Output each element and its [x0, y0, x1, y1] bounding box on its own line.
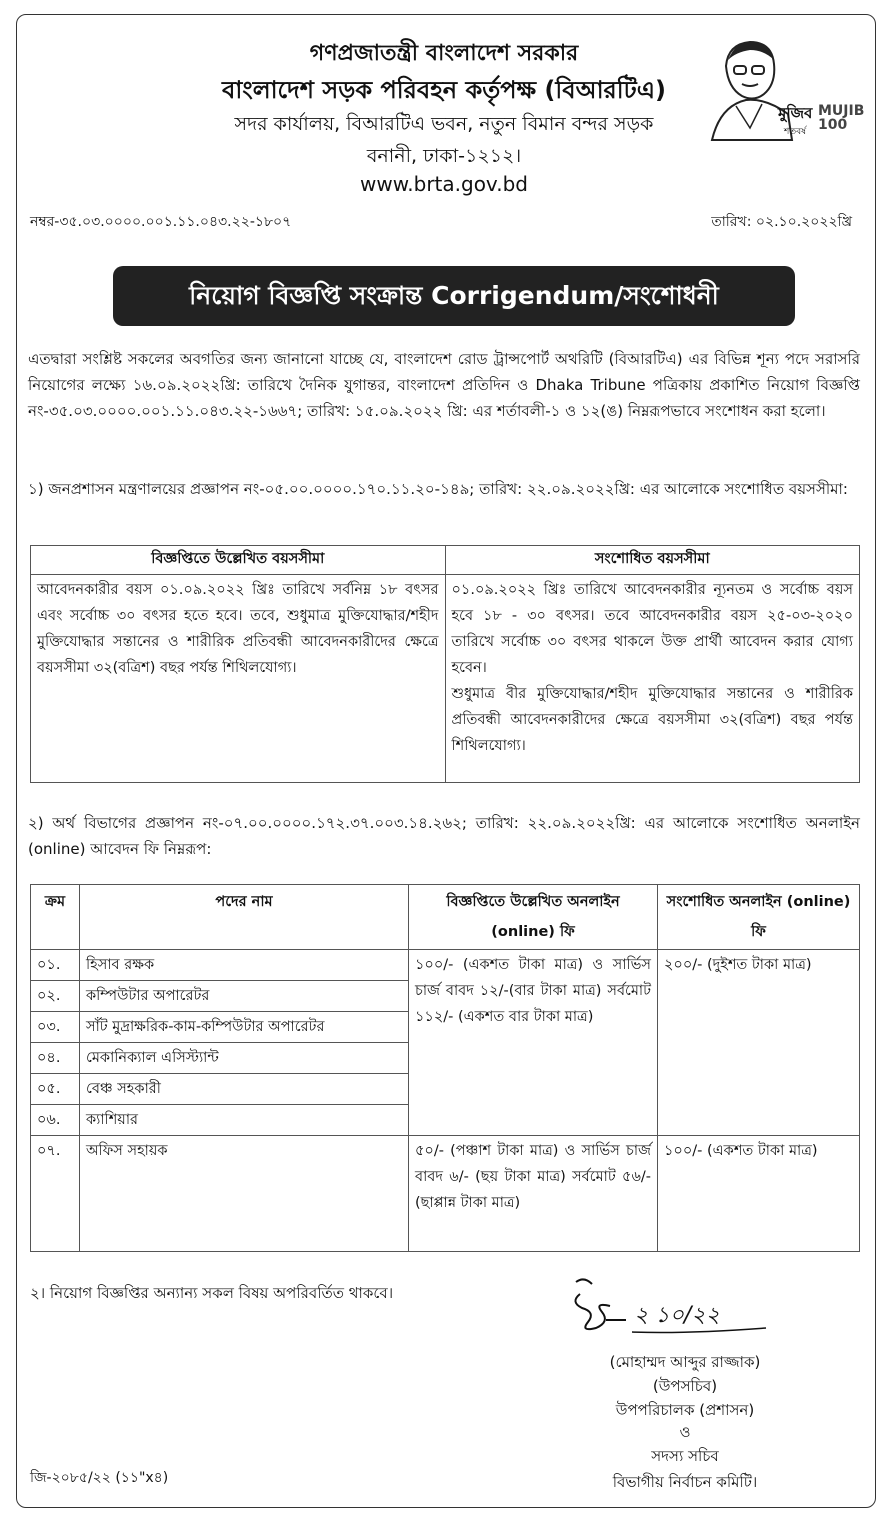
fee-sl-7: ০৭.	[31, 1136, 80, 1252]
fee-col-old: বিজ্ঞপ্তিতে উল্লেখিত অনলাইন (online) ফি	[409, 885, 658, 950]
age-new-text-2: শুধুমাত্র বীর মুক্তিযোদ্ধার/শহীদ মুক্তিযোদ্ধার সন্তানের ও শারীরিক প্রতিবন্ধী আবেদনকারীদের ক্ষেত্রে বয়সসীমা ৩২(বত্রিশ) বছর পর্যন্ত শিথিলযোগ্য।	[451, 686, 853, 754]
address-line-2: বনানী, ঢাকা-১২১২।	[366, 145, 522, 167]
signatory-and: ও	[679, 1423, 691, 1441]
intro-paragraph: এতদ্বারা সংশ্লিষ্ট সকলের অবগতির জন্য জানানো যাচ্ছে যে, বাংলাদেশ রোড ট্রান্সপোর্ট অথরিটি (বিআরটিএ) এর বিভিন্ন শূন্য পদে সরাসরি নিয়োগের লক্ষ্যে ১৬.০৯.২০২২খ্রি: তারিখে দৈনিক যুগান্তর, বাংলাদেশ প্রতিদিন ও Dhaka Tribune পত্রিকায় প্রকাশিত নিয়োগ বিজ্ঞপ্তি নং-৩৫.০৩.০০০০.০০১.১১.০৪৩.২২-১৬৬৭; তারিখ: ১৫.০৯.২০২২ খ্রি: এর শর্তাবলী-১ ও ১২(ঙ) নিম্নরূপভাবে সংশোধন করা হলো।	[28, 350, 860, 420]
fee-post-6: ক্যাশিয়ার	[80, 1105, 409, 1136]
signatory-title-1: (উপসচিব)	[652, 1377, 718, 1395]
point-2: ২) অর্থ বিভাগের প্রজ্ঞাপন নং-০৭.০০.০০০০.১৭২.৩৭.০০৩.১৪.২৬২; তারিখ: ২২.০৯.২০২২খ্রি: এর আলোকে সংশোধিত অনলাইন (online) আবেদন ফি নিম্নরূপ:	[28, 814, 860, 858]
memo-date: তারিখ: ০২.১০.২০২২খ্রি	[711, 214, 852, 230]
website: www.brta.gov.bd	[360, 172, 528, 196]
address-line-1: সদর কার্যালয়, বিআরটিএ ভবন, নতুন বিমান বন্দর সড়ক	[234, 113, 654, 135]
logo-text-century: শতবর্ষ	[784, 127, 807, 137]
age-new-text-1: ০১.০৯.২০২২ খ্রিঃ তারিখে আবেদনকারীর ন্যূনতম ও সর্বোচ্চ বয়স হবে ১৮ - ৩০ বৎসর। তবে আবেদনকারীর বয়স ২৫-০৩-২০২০ তারিখে সর্বোচ্চ ৩০ বৎসর থাকলে উক্ত প্রার্থী আবেদন করার যোগ্য হবেন।	[451, 582, 853, 676]
govt-heading: গণপ্রজাতন্ত্রী বাংলাদেশ সরকার	[309, 41, 579, 66]
signatory-title-4: বিভাগীয় নির্বাচন কমিটি।	[612, 1473, 758, 1491]
logo-text-mujib100: MUJIB 100	[818, 103, 865, 133]
fee-post-2: কম্পিউটার অপারেটর	[80, 981, 409, 1012]
fee-post-4: মেকানিক্যাল এসিস্ট্যান্ট	[80, 1043, 409, 1074]
fee-col-post: পদের নাম	[80, 885, 409, 950]
fee-post-7: অফিস সহায়ক	[80, 1136, 409, 1252]
fee-col-new: সংশোধিত অনলাইন (online) ফি	[658, 885, 860, 950]
new-fee-group-b: ১০০/- (একশত টাকা মাত্র)	[658, 1136, 860, 1252]
fee-sl-5: ০৫.	[31, 1074, 80, 1105]
print-code: জি-২০৮৫/২২ (১১"x৪)	[30, 1470, 169, 1486]
memo-number: নম্বর-৩৫.০৩.০০০০.০০১.১১.০৪৩.২২-১৮০৭	[30, 214, 292, 230]
signatory-title-2: উপপরিচালক (প্রশাসন)	[615, 1401, 755, 1419]
closing-note: ২। নিয়োগ বিজ্ঞপ্তির অন্যান্য সকল বিষয় অপরিবর্তিত থাকবে।	[30, 1284, 394, 1302]
fee-table	[30, 884, 860, 1252]
age-new-cell	[445, 575, 860, 783]
signatory-name: (মোহাম্মদ আব্দুর রাজ্জাক)	[609, 1353, 761, 1371]
age-col-old: বিজ্ঞপ্তিতে উল্লেখিত বয়সসীমা	[31, 546, 446, 575]
old-fee-group-b: ৫০/- (পঞ্চাশ টাকা মাত্র) ও সার্ভিস চার্জ বাবদ ৬/- (ছয় টাকা মাত্র) সর্বমোট ৫৬/- (ছাপ্পান্ন টাকা মাত্র)	[409, 1136, 658, 1252]
logo-text-mujib: মুজিব	[778, 104, 813, 122]
old-fee-group-a: ১০০/- (একশত টাকা মাত্র) ও সার্ভিস চার্জ বাবদ ১২/-(বার টাকা মাত্র) সর্বমোট ১১২/- (একশত বার টাকা মাত্র)	[409, 950, 658, 1136]
fee-post-5: বেঞ্চ সহকারী	[80, 1074, 409, 1105]
fee-sl-3: ০৩.	[31, 1012, 80, 1043]
age-limit-table	[30, 545, 860, 783]
age-col-new: সংশোধিত বয়সসীমা	[445, 546, 860, 575]
fee-post-3: সাঁট মুদ্রাক্ষরিক-কাম-কম্পিউটার অপারেটর	[80, 1012, 409, 1043]
fee-sl-1: ০১.	[31, 950, 80, 981]
fee-sl-6: ০৬.	[31, 1105, 80, 1136]
fee-col-sl: ক্রম	[31, 885, 80, 950]
handwritten-signature	[566, 1272, 786, 1342]
fee-sl-2: ০২.	[31, 981, 80, 1012]
fee-post-1: হিসাব রক্ষক	[80, 950, 409, 981]
fee-sl-4: ০৪.	[31, 1043, 80, 1074]
mujib-100-logo	[706, 36, 865, 142]
org-heading: বাংলাদেশ সড়ক পরিবহন কর্তৃপক্ষ (বিআরটিএ)	[222, 76, 666, 104]
new-fee-group-a: ২০০/- (দুইশত টাকা মাত্র)	[658, 950, 860, 1136]
point-1: ১) জনপ্রশাসন মন্ত্রণালয়ের প্রজ্ঞাপন নং-০৫.০০.০০০০.১৭০.১১.২০-১৪৯; তারিখ: ২২.০৯.২০২২খ্রি: এর আলোকে সংশোধিত বয়সসীমা:	[28, 480, 848, 498]
age-old-text: আবেদনকারীর বয়স ০১.০৯.২০২২ খ্রিঃ তারিখে সর্বনিম্ন ১৮ বৎসর এবং সর্বোচ্চ ৩০ বৎসর হতে হবে। তবে, শুধুমাত্র মুক্তিযোদ্ধার/শহীদ মুক্তিযোদ্ধার সন্তানের ও শারীরিক প্রতিবন্ধী আবেদনকারীদের ক্ষেত্রে বয়সসীমা ৩২(বত্রিশ) বছর পর্যন্ত শিথিলযোগ্য।	[31, 575, 446, 783]
corrigendum-banner: নিয়োগ বিজ্ঞপ্তি সংক্রান্ত Corrigendum/সংশোধনী	[113, 266, 795, 326]
signature-date: ২ ১০/২২	[634, 1303, 720, 1328]
signatory-title-3: সদস্য সচিব	[651, 1447, 719, 1465]
